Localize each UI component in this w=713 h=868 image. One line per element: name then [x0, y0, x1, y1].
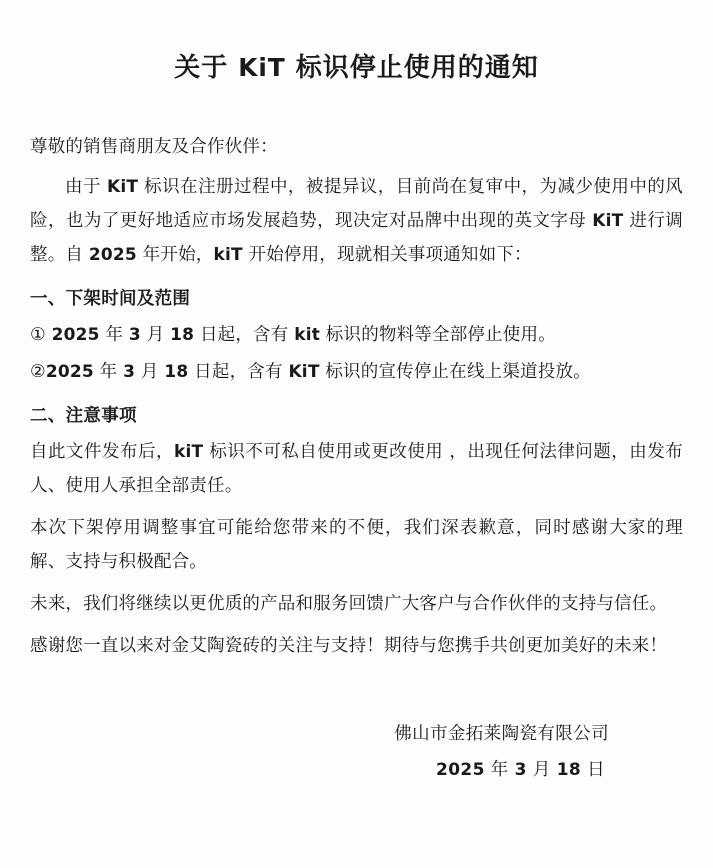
intro-paragraph: 由于 KiT 标识在注册过程中，被提异议，目前尚在复审中，为减少使用中的风险，也为了更好地适应市场发展趋势，现决定对品牌中出现的英文字母 KiT 进行调整。自 2025 年开始，kiT 开始停用，现就相关事项通知如下：: [30, 176, 683, 266]
signature-date: 2025 年 3 月 18 日: [436, 760, 605, 781]
signature-company: 佛山市金拓莱陶瓷有限公司: [394, 723, 609, 744]
salutation: 尊敬的销售商朋友及合作伙伴：: [30, 136, 278, 157]
list-item: ① 2025 年 3 月 18 日起，含有 kit 标识的物料等全部停止使用。: [30, 325, 556, 346]
section-heading-2: 二、注意事项: [30, 405, 137, 426]
section-heading-1: 一、下架时间及范围: [30, 289, 191, 310]
page-title: 关于 KiT 标识停止使用的通知: [174, 53, 539, 83]
notice-paragraph: 感谢您一直以来对金艾陶瓷砖的关注与支持！期待与您携手共创更加美好的未来！: [30, 636, 668, 657]
notice-paragraph: 自此文件发布后，kiT 标识不可私自使用或更改使用 ，出现任何法律问题，由发布人、使用人承担全部责任。: [30, 441, 683, 496]
list-item: ②2025 年 3 月 18 日起，含有 KiT 标识的宣传停止在线上渠道投放。: [30, 361, 591, 382]
signature-block: [30, 716, 683, 790]
notice-paragraph: 本次下架停用调整事宜可能给您带来的不便，我们深表歉意，同时感谢大家的理解、支持与积极配合。: [30, 518, 683, 573]
document-body: [30, 130, 683, 664]
notice-paragraph: 未来，我们将继续以更优质的产品和服务回馈广大客户与合作伙伴的支持与信任。: [30, 594, 668, 615]
